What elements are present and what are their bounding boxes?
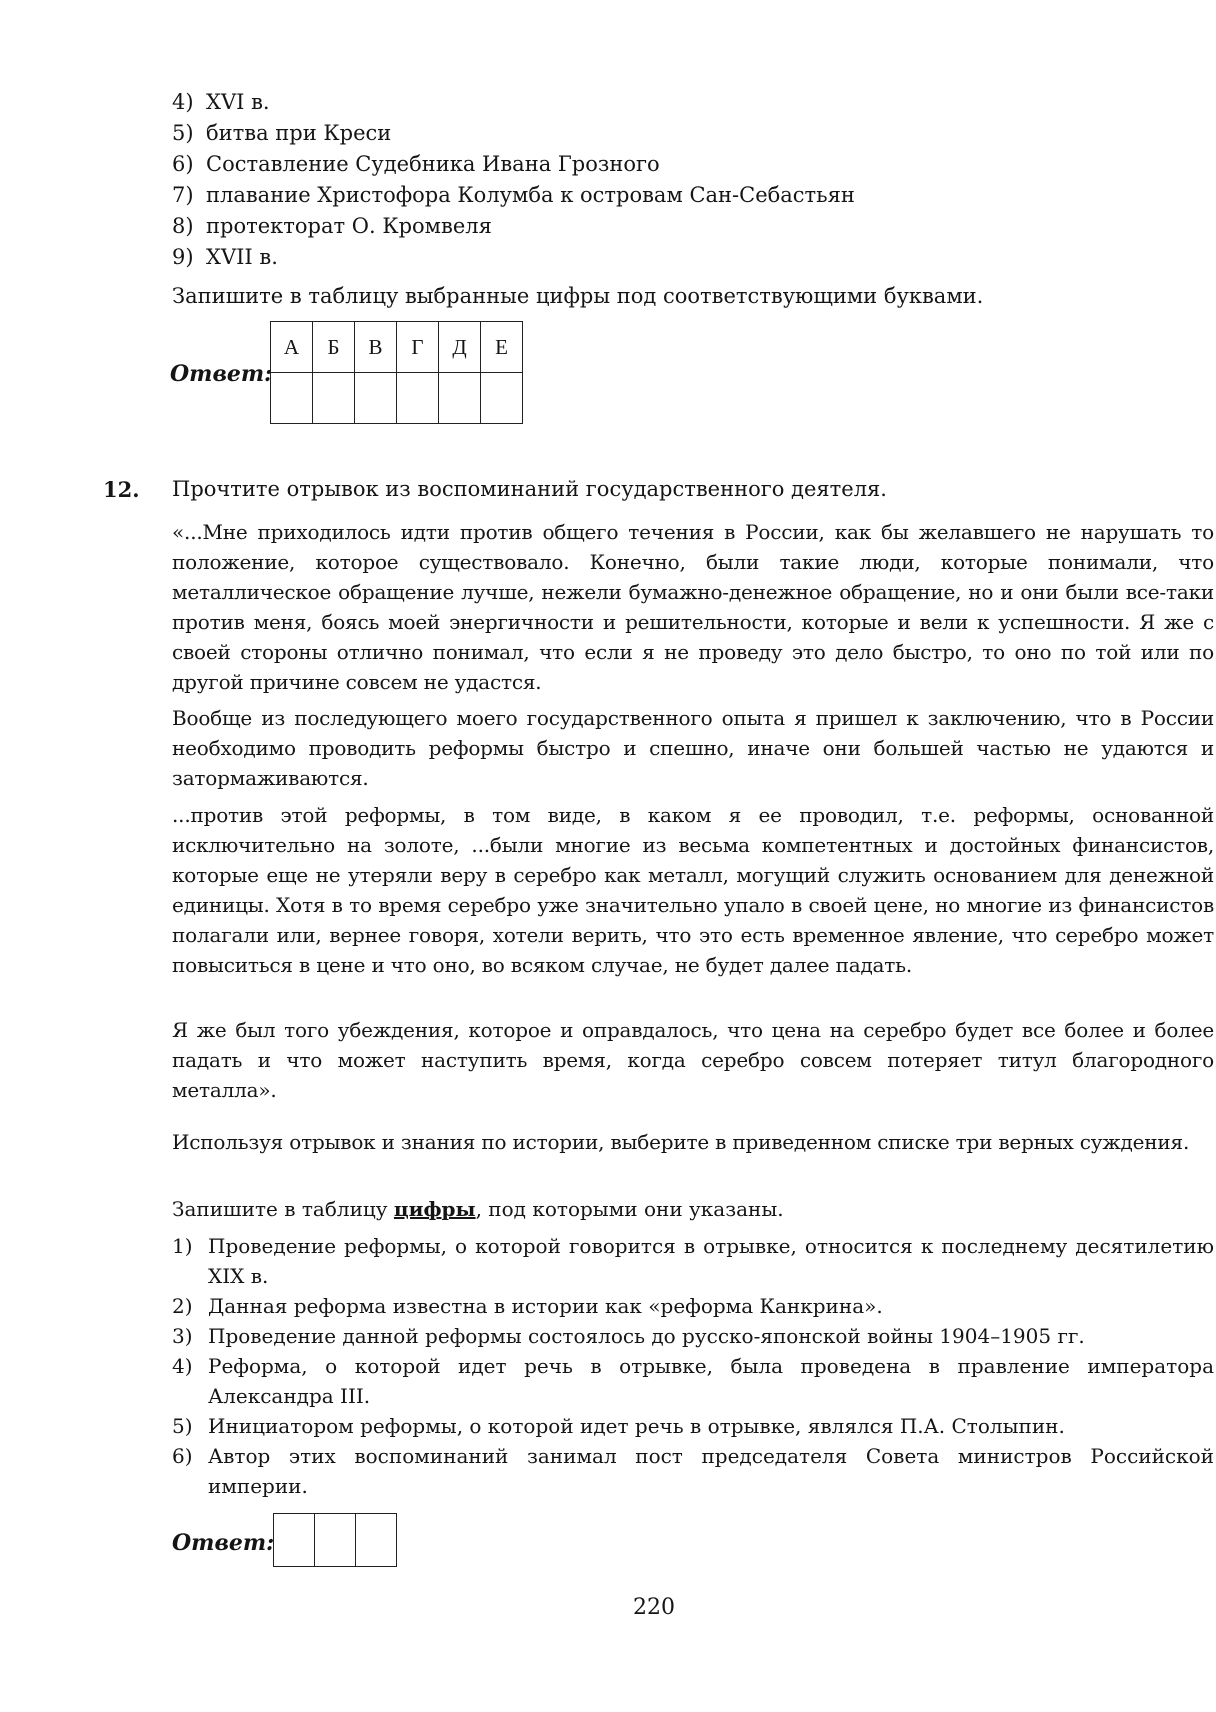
write-prefix: Запишите в таблицу [172, 1197, 394, 1221]
excerpt-paragraph-2: Вообще из последующего моего государственного опыта я пришел к заключению, что в России необходимо проводить реформы быстро и спешно, иначе они большей частью не удаются и затормаживаются. [172, 706, 1214, 790]
option-number: 6) [172, 1444, 193, 1468]
item-text: протекторат О. Кромвеля [206, 214, 492, 238]
list-item [172, 87, 855, 118]
answer-cell[interactable] [481, 373, 523, 424]
options-list [172, 1231, 1214, 1501]
answer-row [274, 1514, 397, 1567]
option-item [172, 1291, 1214, 1321]
write-instruction [172, 1197, 784, 1221]
excerpt-paragraph-4: Я же был того убеждения, которое и оправдалось, что цена на серебро будет все более и более падать и что может наступить время, когда серебро совсем потеряет титул благородного металла». [172, 1018, 1214, 1102]
answer-label-2: Ответ: [172, 1530, 275, 1556]
item-number: 5) [172, 121, 194, 145]
letter-cell: А [271, 322, 313, 373]
option-text: Проведение реформы, о которой говорится в отрывке, относится к последнему десятилетию XIX в. [208, 1234, 1214, 1288]
letter-row [271, 322, 523, 373]
excerpt-paragraph-1: «...Мне приходилось идти против общего течения в России, как бы желавшего не нарушать то положение, которое существовало. Конечно, были такие люди, которые понимали, что металлическое обращение лучше, нежели бумажно-денежное обращение, но и они были все-таки против меня, боясь моей энергичности и решительности, которые и вели к успешности. Я же с своей стороны отлично понимал, что если я не проведу это дело быстро, то оно по той или по другой причине совсем не удастся. [172, 520, 1214, 694]
item-number: 7) [172, 183, 194, 207]
table-prompt: Запишите в таблицу выбранные цифры под соответствующими буквами. [172, 284, 984, 308]
option-item [172, 1411, 1214, 1441]
write-bold: цифры [393, 1197, 476, 1221]
list-item [172, 242, 855, 273]
option-number: 3) [172, 1324, 193, 1348]
letter-cell: Г [397, 322, 439, 373]
top-list [172, 87, 855, 273]
answer-cell[interactable] [356, 1514, 397, 1567]
item-text: плавание Христофора Колумба к островам Сан-Себастьян [206, 183, 855, 207]
answer-cell[interactable] [274, 1514, 315, 1567]
item-text: битва при Креси [206, 121, 392, 145]
answer-cell[interactable] [397, 373, 439, 424]
item-text: XVI в. [206, 90, 270, 114]
option-text: Реформа, о которой идет речь в отрывке, была проведена в правление императора Александра III. [208, 1354, 1214, 1408]
option-text: Проведение данной реформы состоялось до русско-японской войны 1904–1905 гг. [208, 1324, 1085, 1348]
answer-cell[interactable] [313, 373, 355, 424]
item-text: XVII в. [206, 245, 278, 269]
letter-cell: Е [481, 322, 523, 373]
letter-cell: Б [313, 322, 355, 373]
option-item [172, 1351, 1214, 1411]
option-number: 1) [172, 1234, 193, 1258]
option-number: 5) [172, 1414, 193, 1438]
answer-cell[interactable] [315, 1514, 356, 1567]
list-item [172, 149, 855, 180]
item-number: 9) [172, 245, 194, 269]
item-number: 6) [172, 152, 194, 176]
question-title: Прочтите отрывок из воспоминаний государственного деятеля. [172, 477, 887, 501]
option-text: Автор этих воспоминаний занимал пост председателя Совета министров Российской империи. [208, 1444, 1214, 1498]
letter-cell: В [355, 322, 397, 373]
option-item [172, 1321, 1214, 1351]
letter-cell: Д [439, 322, 481, 373]
item-number: 4) [172, 90, 194, 114]
option-item [172, 1231, 1214, 1291]
option-text: Инициатором реформы, о которой идет речь в отрывке, являлся П.А. Столыпин. [208, 1414, 1065, 1438]
answer-cell[interactable] [271, 373, 313, 424]
answer-cell[interactable] [355, 373, 397, 424]
option-number: 4) [172, 1354, 193, 1378]
instruction: Используя отрывок и знания по истории, выберите в приведенном списке три верных суждения. [172, 1130, 1190, 1154]
page-number: 220 [633, 1595, 675, 1620]
list-item [172, 180, 855, 211]
item-text: Составление Судебника Ивана Грозного [206, 152, 660, 176]
answer-label: Ответ: [170, 361, 273, 387]
answer-table-digits [273, 1513, 397, 1567]
option-item [172, 1441, 1214, 1501]
option-text: Данная реформа известна в истории как «реформа Канкрина». [208, 1294, 883, 1318]
list-item [172, 118, 855, 149]
answer-table-letters [270, 321, 523, 424]
answer-row [271, 373, 523, 424]
write-suffix: , под которыми они указаны. [475, 1197, 784, 1221]
answer-cell[interactable] [439, 373, 481, 424]
excerpt-paragraph-3: ...против этой реформы, в том виде, в каком я ее проводил, т.е. реформы, основанной исключительно на золоте, ...были многие из весьма компетентных и достойных финансистов, которые еще не утеряли веру в серебро как металл, могущий служить основанием для денежной единицы. Хотя в то время серебро уже значительно упало в своей цене, но многие из финансистов полагали или, вернее говоря, хотели верить, что это есть временное явление, что серебро может повыситься в цене и что оно, во всяком случае, не будет далее падать. [172, 803, 1214, 977]
item-number: 8) [172, 214, 194, 238]
question-number: 12. [103, 477, 140, 502]
option-number: 2) [172, 1294, 193, 1318]
list-item [172, 211, 855, 242]
